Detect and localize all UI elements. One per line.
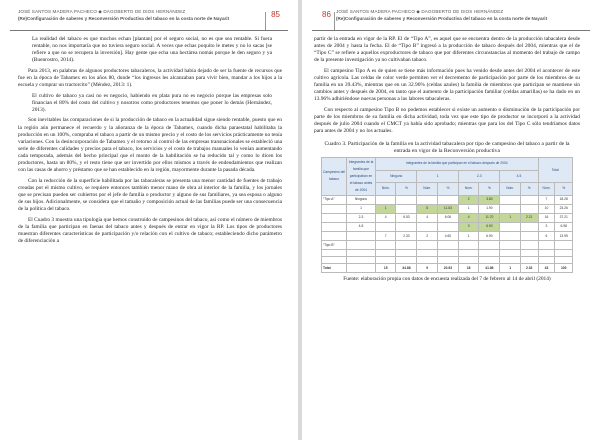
table-cell: 11.63 (437, 204, 458, 213)
table-cell (479, 241, 500, 250)
table-cell (538, 241, 555, 250)
left-header-divider (265, 12, 266, 30)
table-cell: 1 (500, 213, 520, 222)
table-head-total: Total (538, 158, 572, 183)
table-cell (417, 222, 437, 231)
table-cell: 2 (417, 232, 437, 241)
table-total-row (322, 264, 573, 273)
table-cell: 3.80 (479, 195, 500, 204)
table-cell (437, 257, 458, 264)
table-cell: 6.53 (396, 213, 417, 222)
table-before-cell: 1 (347, 204, 376, 213)
table-cell: 4.60 (437, 232, 458, 241)
table-cell: 18 (458, 264, 478, 273)
table-cell: 6.90 (479, 222, 500, 231)
table-group-header: Ninguno (376, 170, 417, 182)
table-cell: 7 (376, 232, 396, 241)
table-cell: 1 (458, 232, 478, 241)
table-row-label (322, 213, 347, 222)
table-cell (479, 257, 500, 264)
right-body-text (314, 36, 580, 283)
quote-paragraph: La realidad del tabaco es que muchos echan [plantan] por el seguro social, no es que sea rentable. Si fuera rentable, no nos importaría que no tuviera seguro social. A veces que echas poquito le metes y no lo sacas [se refiere a que no se recupera la inversión]. Hay gente que echa una hectárea nomás porque le den seguro y ya (Buenrostro, 2014). (32, 36, 272, 64)
table-subhead: Núm. (417, 183, 437, 196)
table-cell: 43 (538, 264, 555, 273)
paragraph: Con respecto al campesino Tipo B no podemos establecer si existe un aumento o disminución de la participación por parte de los miembros de su familia en dicha actividad, toda vez que este tipo de productor se incorporó a la actividad después de julio 2004 cuando el CMCT ya había sido aprobado; mientras que para los del Tipo C sólo tendríamos datos para antes de 2004 y no los actuales. (314, 106, 580, 135)
paragraph: El Cuadro 3 muestra una tipología que hemos construido de campesinos del tabaco, así como el número de miembros de la familia que participan en faenas del tabaco antes y después de entrar en vigor la RP. Los tipos de productores muestran diferentes características de participación y/o relación con el cultivo de tabaco; estableciendo dicho parámetro de diferenciación a (18, 216, 282, 244)
table-cell (396, 195, 417, 204)
table-cell: 41.86 (479, 264, 500, 273)
table-body (322, 195, 573, 273)
table-cell (376, 257, 396, 264)
table-cell (500, 232, 520, 241)
table-row (322, 257, 573, 264)
table-before-cell: Ninguno (347, 195, 376, 204)
table-cell: 1.90 (479, 204, 500, 213)
table-cell (396, 204, 417, 213)
table-row (322, 213, 573, 222)
table-cell (555, 257, 573, 264)
table-cell (376, 222, 396, 231)
table-cell: 2.33 (520, 264, 538, 273)
table-cell (479, 250, 500, 257)
table-before-cell (347, 250, 376, 257)
table-cell: 23.26 (555, 204, 573, 213)
table-group-header: 1 (417, 170, 458, 182)
table-before-cell (347, 257, 376, 264)
table-cell: 34.88 (396, 264, 417, 273)
right-page (302, 0, 600, 440)
table-row-label: “Tipo A” (322, 195, 347, 204)
table-cell (417, 241, 437, 250)
table-cell (417, 250, 437, 257)
table-cell (520, 195, 538, 204)
table-cell (396, 257, 417, 264)
table-before-cell (347, 232, 376, 241)
table-row (322, 195, 573, 204)
table-cell: 4 (417, 213, 437, 222)
table-cell (437, 241, 458, 250)
table-cell (500, 204, 520, 213)
table-subhead: % (479, 183, 500, 196)
table-row (322, 241, 573, 250)
table-row (322, 232, 573, 241)
table-cell (500, 195, 520, 204)
table-cell: 1 (458, 204, 478, 213)
table-source: Fuente: elaboración propia con datos de encuesta realizada del 7 de febrero al 14 de abril (2014) (343, 276, 551, 283)
table-row-label (322, 204, 347, 213)
left-running-header (10, 8, 288, 31)
paragraph: partir de la entrada en vigor de la RP. El de “Tipo A”, es aquel que se encuentra dentro de la producción tabacalera desde antes de 2004 y hasta la fecha. El de “Tipo B” ingresó a la producción de tabaco después del 2004, mientras que el de “Tipo C” se refiere a aquellos exproductores de tabaco que por diferentes circunstancias al momento del trabajo de campo de la presente investigación ya no cultivaban tabaco. (314, 36, 580, 64)
left-header-authors: JOSÉ SANTOS MADERA PACHECO ◆ DAGOBERTO DE DIOS HERNÁNDEZ (18, 9, 186, 14)
table-row (322, 204, 573, 213)
table-group-header: 2-3 (458, 170, 499, 182)
table-cell: 8 (417, 204, 437, 213)
table-caption: Cuadro 3. Participación de la familia en la actividad tabacalera por tipo de campesino del tabaco a partir de la entrada en vigor de la Reconversión productiva (324, 141, 570, 155)
table-cell (458, 250, 478, 257)
table-cell (376, 195, 396, 204)
table-cell: 7 (538, 195, 555, 204)
table-cell: 16 (538, 213, 555, 222)
table-cell: 4 (376, 213, 396, 222)
table-cell (538, 250, 555, 257)
table-row (322, 222, 573, 231)
table-before-cell: 2-3 (347, 213, 376, 222)
table-subhead: Núm. (500, 183, 520, 196)
table-cell: 3 (458, 222, 478, 231)
table-cell (500, 241, 520, 250)
left-body-text (18, 36, 282, 249)
right-header-title: (Re)Configuración de saberes y Reconversión Productiva del tabaco en la costa norte de Nayarit (336, 16, 548, 21)
table-subhead: % (520, 183, 538, 196)
table-cell: 2.21 (520, 213, 538, 222)
table-row-label (322, 257, 347, 264)
table-cell (458, 257, 478, 264)
table-cell (538, 257, 555, 264)
table-before-cell: 4-5 (347, 222, 376, 231)
right-header-authors: JOSÉ SANTOS MADERA PACHECO ◆ DAGOBERTO DE DIOS HERNÁNDEZ (336, 9, 504, 14)
table-subhead: Núm. (376, 183, 396, 196)
table-row-label: “Tipo B” (322, 241, 347, 250)
right-page-number: 86 (322, 10, 331, 19)
table-cell (520, 232, 538, 241)
table-cell (437, 222, 458, 231)
table-head-after: Integrantes de la familia que participan en el tabaco después de 2004 (376, 158, 539, 170)
table-cell: 6.98 (555, 222, 573, 231)
table-cell (520, 257, 538, 264)
table-subhead: % (437, 183, 458, 196)
table-cell (520, 241, 538, 250)
table-cell: 9 (417, 264, 437, 273)
table-cell (500, 222, 520, 231)
table-row-label (322, 232, 347, 241)
table-cell: 100 (555, 264, 573, 273)
table-cell (520, 204, 538, 213)
table-cell: 4 (458, 213, 478, 222)
table-cell: 1 (500, 264, 520, 273)
paragraph: El campesino Tipo A es de quien se tiene más información pues ha venido desde antes del 2004 el acontecer de este cultivo agrícola. Las celdas de color verde permiten ver el decremento de participación por parte de los miembros de su familia en un 39.43%, mientras que en un 32.96% (celdas azules) la familia de miembros que participan se mantiene sin cambios antes y después de 2004, en tanto que el aumento de la participación familiar (celdas amarillas) se ha dado en un 13.96% adhiriéndose nuevas personas a las labores tabacaleras. (314, 67, 580, 103)
table-cell: 11.70 (479, 213, 500, 222)
table-cell: 2.33 (396, 232, 417, 241)
right-header-divider (334, 12, 335, 30)
table-subhead: % (396, 183, 417, 196)
table-cell (555, 241, 573, 250)
left-page (0, 0, 298, 440)
table-cell: 37.21 (555, 213, 573, 222)
table-cell: 15 (376, 264, 396, 273)
table-cell: 3 (538, 222, 555, 231)
table-cell (376, 241, 396, 250)
table-group-header: 4-5 (500, 170, 538, 182)
table-row-label (322, 250, 347, 257)
participation-table (321, 157, 573, 273)
table-cell: 10 (538, 204, 555, 213)
paragraph: Con la reducción de la superficie habilitada por las tabacaleras se presenta una menor cantidad de fuentes de trabajo creadas por el mismo cultivo, se requiere entonces también menor mano de obra al interior de la familia, y los jornales que se precisan pueden ser cubiertos por el jefe de familia o productor y alguno de sus familiares, ya sea esposa o alguno de sus hijos. Adicionalmente, se considera que el tamaño y composición actual de las familias puede ser una consecuencia de la política del tabaco. (18, 177, 282, 213)
table-head-before: Integrantes de la familia que participaban en el tabaco antes de 2004 (347, 158, 376, 195)
table-before-cell (347, 241, 376, 250)
table-cell: 6.90 (479, 232, 500, 241)
table-cell: 18.28 (555, 195, 573, 204)
right-running-header (312, 8, 590, 31)
table-cell (396, 222, 417, 231)
paragraph: Para 2013, en palabras de algunos productores tabacaleros, la actividad había dejado de ser la fuente de recursos que fue en la época de Tabamex en los años 80, donde “los ingresos les alcanzaban para vivir bien, mandar a los hijos a la escuela y comprar un tractorcito” (Méndez, 2013: 1). (18, 67, 282, 89)
paragraph: Son inevitables las comparaciones de si la producción de tabaco en la actualidad sigue siendo rentable, puesto que en la región aún permanece el recuerdo y la añoranza de la época de Tabamex, cuando dicha paraestatal habilitaba la producción en un 100%, compraba el tabaco a partir de un mismo precio y el costo de los servicios prácticamente no tenía variaciones. Con la desincorporación de Tabamex y el retorno al control de las empresas transnacionales se estableció una serie de diferentes calidades y precios para el tabaco, los servicios y el costo de trabajos manuales lo venían aumentando cada temporada, además del hecho principal que el monto de la habilitación se ha reducido tal y como lo dicen los productores, hasta un 80%, y el resto tiene que ser invertido por ellos mismos a través de endeudamientos que realizan con las casas de ahorro y préstamo que se han establecido en la región, mayormente durante la pasada década. (18, 117, 282, 174)
table-cell: 6.06 (437, 213, 458, 222)
table-row (322, 250, 573, 257)
table-cell (437, 250, 458, 257)
table-row-label (322, 222, 347, 231)
table-subhead: % (555, 183, 573, 196)
table-cell (376, 250, 396, 257)
table-cell: 2 (458, 195, 478, 204)
table-cell: 1 (376, 204, 396, 213)
table-subhead: Núm. (538, 183, 555, 196)
left-page-number: 85 (271, 10, 280, 19)
table-cell (555, 250, 573, 257)
quote-paragraph: El cultivo de tabaco ya casi no es negocio, habiendo en plata pura no es negocio porque las empresas solo financian el 80% del costo del cultivo y nosotros como productores tenemos que poner lo demás (Hernández, 2013). (32, 92, 272, 113)
table-cell (396, 241, 417, 250)
table-before-cell (347, 264, 376, 273)
left-header-title: (Re)Configuración de saberes y Reconversión Productiva del tabaco en la costa norte de Nayarit (18, 16, 230, 21)
table-cell (500, 257, 520, 264)
table-cell (520, 222, 538, 231)
table-cell (417, 195, 437, 204)
table-cell: 13.95 (555, 232, 573, 241)
table-cell (458, 241, 478, 250)
table-cell (417, 257, 437, 264)
table-cell (520, 250, 538, 257)
table-subhead: Núm. (458, 183, 478, 196)
table-cell: 6 (538, 232, 555, 241)
table-row-label: Total (322, 264, 347, 273)
table-head-corner: Campesino del tabaco (322, 158, 347, 195)
table-cell: 20.93 (437, 264, 458, 273)
table-cell (396, 250, 417, 257)
table-cell (437, 195, 458, 204)
table-cell (500, 250, 520, 257)
